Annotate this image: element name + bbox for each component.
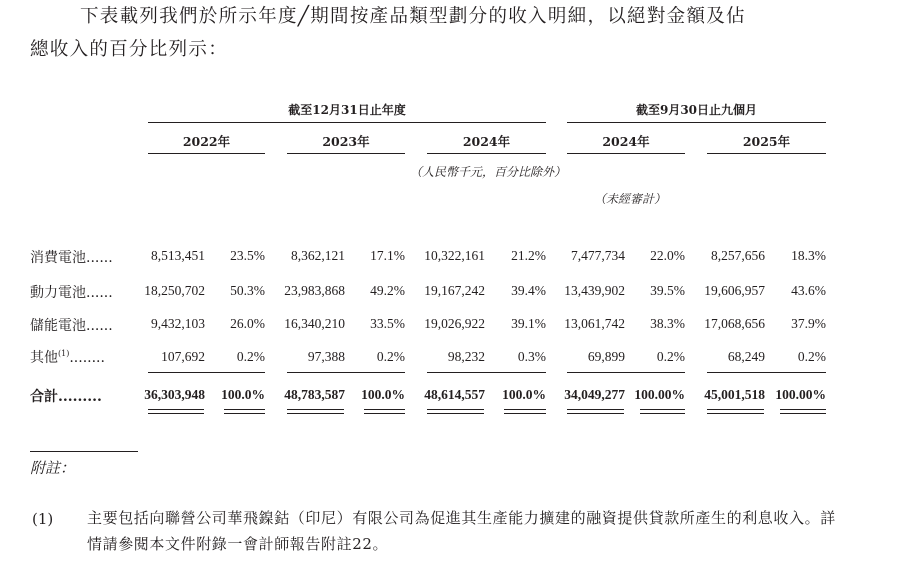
percent-cell: 18.3% [791, 248, 826, 263]
percent-cell: 37.9% [791, 316, 826, 331]
total-double-rule [640, 409, 685, 410]
percent-cell: 21.2% [511, 248, 546, 263]
percent-cell: 38.3% [650, 316, 685, 331]
amount-cell: 69,899 [587, 349, 625, 364]
amount-cell: 97,388 [307, 349, 345, 364]
amount-cell: 98,232 [447, 349, 485, 364]
percent-cell: 33.5% [370, 316, 405, 331]
total-double-rule [364, 409, 405, 410]
percent-cell: 100.0% [361, 387, 405, 402]
total-double-rule [224, 409, 265, 410]
amount-cell: 48,614,557 [424, 387, 485, 402]
year-rule [287, 153, 405, 154]
unit-note: （人民幣千元，百分比除外） [410, 165, 567, 179]
year-header-2023: 2023年 [322, 134, 370, 149]
amount-cell: 48,783,587 [284, 387, 345, 402]
row-label: 消費電池...... [30, 250, 113, 266]
year-header-2024: 2024年 [462, 134, 511, 149]
percent-cell: 100.00% [775, 387, 826, 402]
percent-cell: 26.0% [230, 316, 265, 331]
percent-cell: 22.0% [650, 248, 685, 263]
subtotal-rule [427, 372, 546, 373]
year-header-2024-9m: 2024年 [602, 134, 650, 149]
year-rule [148, 153, 265, 154]
amount-cell: 16,340,210 [284, 316, 345, 331]
amount-cell: 8,257,656 [711, 248, 765, 263]
total-double-rule [707, 409, 764, 410]
amount-cell: 10,322,161 [424, 248, 485, 263]
amount-cell: 7,477,734 [571, 248, 625, 263]
year-header-2022: 2022年 [182, 134, 231, 149]
subtotal-rule [567, 372, 685, 373]
amount-cell: 8,362,121 [291, 248, 345, 263]
group-rule-fiscal-years [148, 122, 546, 123]
amount-cell: 19,167,242 [424, 283, 485, 298]
percent-cell: 43.6% [791, 283, 826, 298]
percent-cell: 0.3% [517, 349, 546, 364]
total-double-rule [780, 409, 826, 410]
subtotal-rule [707, 372, 826, 373]
percent-cell: 23.5% [230, 248, 265, 263]
percent-cell: 39.4% [511, 283, 546, 298]
intro-line-2: 總收入的百分比列示： [30, 39, 229, 60]
footnote-text: 主要包括向聯營公司華飛鎳鈷（印尼）有限公司為促進其生產能力擴建的融資提供貸款所產生的利息收入。詳情請參閱本文件附錄一會計師報告附註22。 [87, 509, 836, 553]
amount-cell: 36,303,948 [144, 387, 205, 402]
total-double-rule [364, 413, 405, 414]
percent-cell: 0.2% [797, 349, 826, 364]
intro-line-1: 下表載列我們於所示年度╱期間按產品類型劃分的收入明細，以絕對金額及佔 [80, 6, 746, 27]
percent-cell: 0.2% [656, 349, 685, 364]
percent-cell: 17.1% [370, 248, 405, 263]
amount-cell: 9,432,103 [151, 316, 205, 331]
percent-cell: 100.00% [634, 387, 685, 402]
total-double-rule [640, 413, 685, 414]
year-header-2025-9m: 2025年 [742, 134, 791, 149]
percent-cell: 0.2% [236, 349, 265, 364]
row-label: 儲能電池...... [30, 318, 113, 334]
total-double-rule [148, 413, 204, 414]
amount-cell: 13,439,902 [564, 283, 625, 298]
total-double-rule [287, 413, 344, 414]
footnote-number: (1) [32, 510, 54, 528]
amount-cell: 34,049,277 [564, 387, 625, 402]
amount-cell: 23,983,868 [284, 283, 345, 298]
row-label: 合計......... [30, 389, 102, 405]
group-header-nine-months: 截至9月30日止九個月 [635, 103, 758, 117]
total-double-rule [567, 413, 624, 414]
total-double-rule [287, 409, 344, 410]
row-label: 其他$^{(1)}$........ [30, 349, 105, 366]
subtotal-rule [287, 372, 405, 373]
year-rule [567, 153, 685, 154]
percent-cell: 0.2% [376, 349, 405, 364]
amount-cell: 19,026,922 [424, 316, 485, 331]
group-header-fiscal-years: 截至12月31日止年度 [288, 103, 406, 117]
amount-cell: 17,068,656 [704, 316, 765, 331]
footnote-marker: (1) [58, 349, 70, 358]
footnote-heading: 附註： [30, 459, 76, 477]
total-double-rule [148, 409, 204, 410]
footnote-separator [30, 451, 138, 452]
total-double-rule [427, 413, 484, 414]
total-double-rule [224, 413, 265, 414]
amount-cell: 45,001,518 [704, 387, 765, 402]
percent-cell: 49.2% [370, 283, 405, 298]
total-double-rule [427, 409, 484, 410]
percent-cell: 100.0% [221, 387, 265, 402]
amount-cell: 19,606,957 [704, 283, 765, 298]
amount-cell: 18,250,702 [144, 283, 205, 298]
total-double-rule [780, 413, 826, 414]
total-double-rule [504, 409, 546, 410]
total-double-rule [707, 413, 764, 414]
total-double-rule [504, 413, 546, 414]
amount-cell: 13,061,742 [564, 316, 625, 331]
year-rule [427, 153, 546, 154]
amount-cell: 107,692 [161, 349, 205, 364]
amount-cell: 68,249 [727, 349, 765, 364]
year-rule [707, 153, 826, 154]
group-rule-nine-months [567, 122, 826, 123]
percent-cell: 100.0% [502, 387, 546, 402]
percent-cell: 39.1% [511, 316, 546, 331]
percent-cell: 50.3% [230, 283, 265, 298]
amount-cell: 8,513,451 [151, 248, 205, 263]
total-double-rule [567, 409, 624, 410]
row-label: 動力電池...... [30, 285, 113, 301]
percent-cell: 39.5% [650, 283, 685, 298]
unaudited-note: （未經審計） [593, 192, 666, 206]
subtotal-rule [225, 372, 265, 373]
